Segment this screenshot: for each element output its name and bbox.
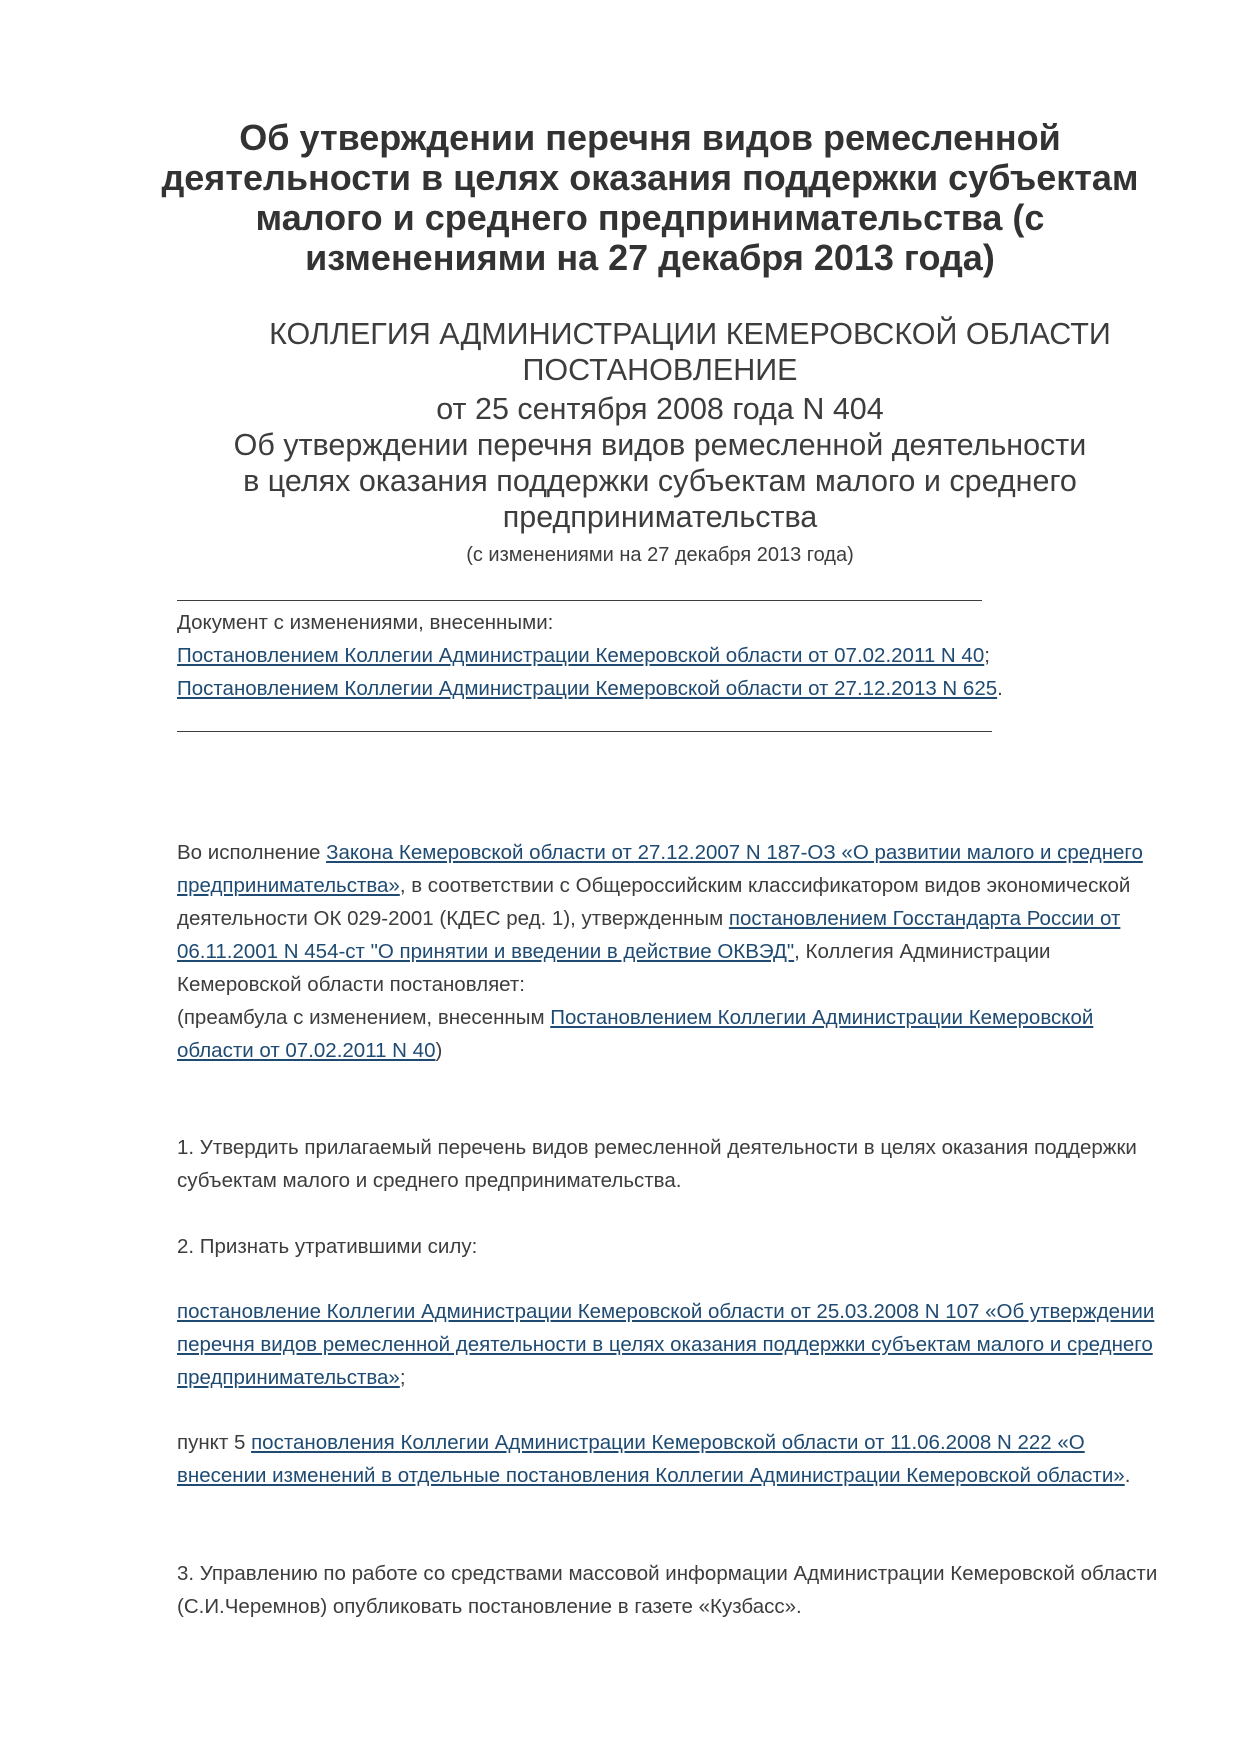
title-line: Об утверждении перечня видов ремесленной: [239, 117, 1061, 158]
issuing-body: КОЛЛЕГИЯ АДМИНИСТРАЦИИ КЕМЕРОВСКОЙ ОБЛАСТИ: [269, 317, 1111, 351]
decree-header: [170, 316, 1150, 569]
clause-3: 3. Управлению по работе со средствами массовой информации Администрации Кемеровской области (С.И.Черемнов) опубликовать постановление в газете «Кузбасс».: [177, 1562, 1158, 1618]
repealed-decree-link[interactable]: постановления Коллегии Администрации Кемеровской области от 11.06.2008 N 222 «О внесении изменений в отдельные постановления Коллегии Администрации Кемеровской области»: [177, 1431, 1125, 1487]
title-line: деятельности в целях оказания поддержки субъектам: [161, 157, 1139, 198]
preamble-amendment-link[interactable]: Постановлением Коллегии Администрации Кемеровской области от 07.02.2011 N 40: [177, 1006, 1094, 1062]
amendment-link[interactable]: Постановлением Коллегии Администрации Кемеровской области от 07.02.2011 N 40: [177, 644, 985, 667]
regional-law-link[interactable]: Закона Кемеровской области от 27.12.2007 N 187-ОЗ «О развитии малого и среднего предпринимательства»: [177, 841, 1143, 897]
preamble-note: (преамбула с изменением, внесенным Постановлением Коллегии Администрации Кемеровской области от 07.02.2011 N 40): [177, 1006, 1094, 1062]
title-line: малого и среднего предпринимательства (с: [255, 197, 1045, 238]
clause-1: 1. Утвердить прилагаемый перечень видов ремесленной деятельности в целях оказания поддержки субъектам малого и среднего предпринимательства.: [177, 1136, 1137, 1192]
repealed-decree-link[interactable]: постановление Коллегии Администрации Кемеровской области от 25.03.2008 N 107 «Об утверждении перечня видов ремесленной деятельности в целях оказания поддержки субъектам малого и среднего предпринимательства»: [177, 1300, 1155, 1389]
title-line: изменениями на 27 декабря 2013 года): [305, 237, 995, 278]
amendment-link[interactable]: Постановлением Коллегии Администрации Кемеровской области от 27.12.2013 N 625: [177, 677, 998, 700]
amendments-block: [177, 606, 1167, 705]
decree-date: от 25 сентября 2008 года N 404: [436, 392, 884, 426]
amendment-item: Постановлением Коллегии Администрации Кемеровской области от 07.02.2011 N 40;: [177, 644, 990, 667]
repealed-item: пункт 5 постановления Коллегии Администрации Кемеровской области от 11.06.2008 N 222 «О внесении изменений в отдельные постановления Коллегии Администрации Кемеровской области».: [177, 1431, 1131, 1487]
document-type: ПОСТАНОВЛЕНИЕ: [522, 353, 798, 387]
decree-subject-line: предпринимательства: [502, 500, 818, 534]
gosstandart-link[interactable]: постановлением Госстандарта России от 06.11.2001 N 454-ст "О принятии и введении в действие ОКВЭД": [177, 907, 1121, 963]
document-title: [150, 118, 1150, 278]
revision-note: (с изменениями на 27 декабря 2013 года): [466, 544, 854, 566]
preamble: [177, 836, 1167, 1067]
amendments-intro: Документ с изменениями, внесенными:: [177, 611, 554, 634]
amendment-item: Постановлением Коллегии Администрации Кемеровской области от 27.12.2013 N 625.: [177, 677, 1003, 700]
decree-subject-line: Об утверждении перечня видов ремесленной деятельности: [233, 428, 1087, 462]
clause-2: 2. Признать утратившими силу:: [177, 1235, 478, 1258]
decree-subject-line: в целях оказания поддержки субъектам малого и среднего: [243, 464, 1077, 498]
repealed-item: постановление Коллегии Администрации Кемеровской области от 25.03.2008 N 107 «Об утверждении перечня видов ремесленной деятельности в целях оказания поддержки субъектам малого и среднего предпринимательства»;: [177, 1300, 1155, 1389]
divider-bottom: [177, 731, 992, 732]
divider-top: [177, 600, 982, 601]
preamble-paragraph: Во исполнение Закона Кемеровской области от 27.12.2007 N 187-ОЗ «О развитии малого и среднего предпринимательства», в соответствии с Общероссийским классификатором видов экономической деятельности ОК 029-2001 (КДЕС ред. 1), утвержденным постановлением Госстандарта России от 06.11.2001 N 454-ст "О принятии и введении в действие ОКВЭД", Коллегия Администрации Кемеровской области постановляет:: [177, 841, 1143, 996]
